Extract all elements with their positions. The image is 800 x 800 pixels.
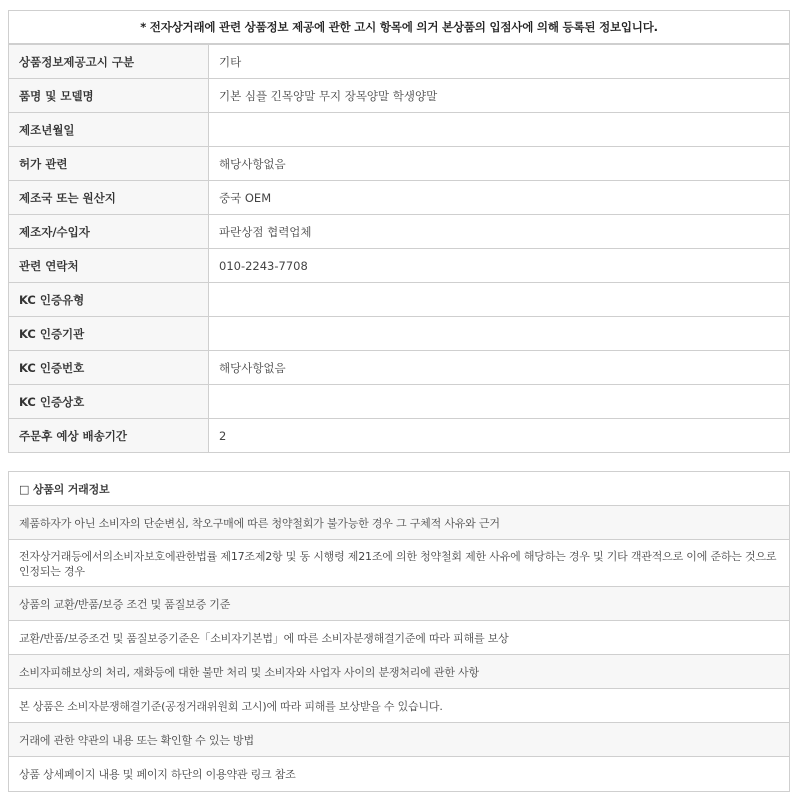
table-row (9, 147, 790, 181)
row-value (209, 317, 790, 351)
table-row (9, 351, 790, 385)
trade-info-question: 제품하자가 아닌 소비자의 단순변심, 착오구매에 따른 청약철회가 불가능한 경우 그 구체적 사유와 근거 (9, 506, 789, 540)
table-row (9, 385, 790, 419)
row-label: 제조자/수입자 (9, 215, 209, 249)
trade-info-answer: 상품 상세페이지 내용 및 페이지 하단의 이용약관 링크 참조 (19, 768, 296, 781)
row-label: 허가 관련 (9, 147, 209, 181)
trade-info-question: 소비자피해보상의 처리, 재화등에 대한 불만 처리 및 소비자와 사업자 사이의 분쟁처리에 관한 사항 (9, 655, 789, 689)
table-row (9, 79, 790, 113)
trade-info-question: 거래에 관한 약관의 내용 또는 확인할 수 있는 방법 (9, 723, 789, 757)
row-label: 상품정보제공고시 구분 (9, 45, 209, 79)
table-row (9, 181, 790, 215)
table-row (9, 249, 790, 283)
trade-info-question: 상품의 교환/반품/보증 조건 및 품질보증 기준 (9, 587, 789, 621)
table-row (9, 283, 790, 317)
row-value (209, 113, 790, 147)
row-value (209, 283, 790, 317)
row-value: 기타 (209, 45, 790, 79)
row-label: 관련 연락처 (9, 249, 209, 283)
row-label: 주문후 예상 배송기간 (9, 419, 209, 453)
trade-info-section (8, 471, 790, 792)
row-value: 해당사항없음 (209, 351, 790, 385)
trade-info-answer: 교환/반품/보증조건 및 품질보증기준은「소비자기본법」에 따른 소비자분쟁해결기준에 따라 피해를 보상 (9, 621, 789, 655)
table-row (9, 215, 790, 249)
row-value: 중국 OEM (209, 181, 790, 215)
trade-info-title: □ 상품의 거래정보 (9, 472, 789, 506)
row-value: 해당사항없음 (209, 147, 790, 181)
row-value: 010-2243-7708 (209, 249, 790, 283)
trade-info-answer: 본 상품은 소비자분쟁해결기준(공정거래위원회 고시)에 따라 피해를 보상받을 수 있습니다. (9, 689, 789, 723)
trade-info-answer: 전자상거래등에서의소비자보호에관한법률 제17조제2항 및 동 시행령 제21조에 의한 청약철회 제한 사유에 해당하는 경우 및 기타 객관적으로 이에 준하는 것으로 인정되는 경우 (9, 540, 789, 587)
table-row (9, 317, 790, 351)
notice-banner: * 전자상거래에 관련 상품정보 제공에 관한 고시 항목에 의거 본상품의 입점사에 의해 등록된 정보입니다. (8, 10, 790, 44)
row-label: KC 인증상호 (9, 385, 209, 419)
row-label: KC 인증번호 (9, 351, 209, 385)
row-value (209, 385, 790, 419)
row-label: KC 인증기관 (9, 317, 209, 351)
product-info-table (8, 44, 790, 453)
row-label: 품명 및 모델명 (9, 79, 209, 113)
row-label: 제조국 또는 원산지 (9, 181, 209, 215)
row-label: 제조년월일 (9, 113, 209, 147)
table-row (9, 45, 790, 79)
row-value: 기본 심플 긴목양말 무지 장목양말 학생양말 (209, 79, 790, 113)
row-label: KC 인증유형 (9, 283, 209, 317)
row-value: 2 (209, 419, 790, 453)
table-row (9, 113, 790, 147)
row-value: 파란상점 협력업체 (209, 215, 790, 249)
table-row (9, 419, 790, 453)
